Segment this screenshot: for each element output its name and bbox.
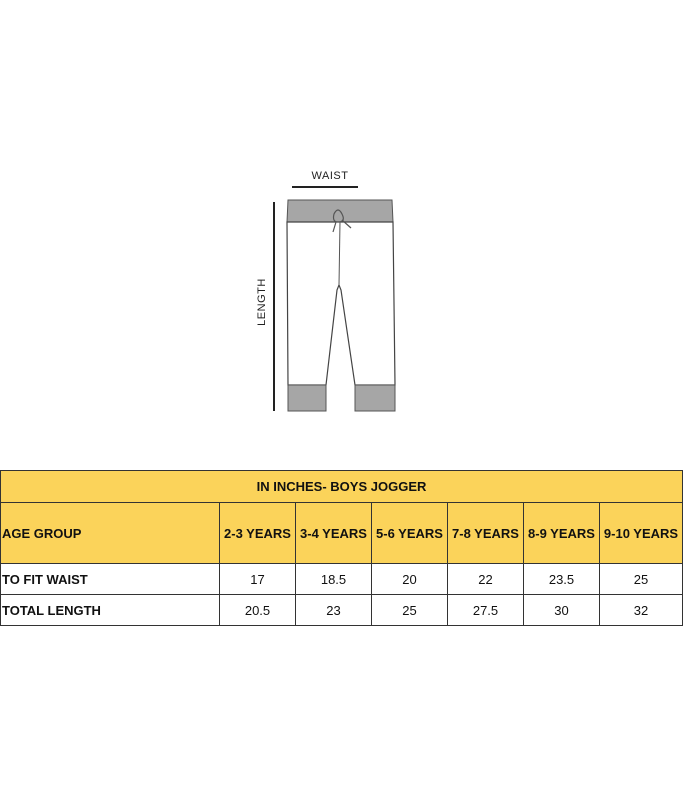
table-cell: 32 xyxy=(600,595,683,626)
column-header: 9-10 YEARS xyxy=(600,503,683,564)
table-cell: 22 xyxy=(448,564,524,595)
table-cell: 17 xyxy=(220,564,296,595)
column-header: 7-8 YEARS xyxy=(448,503,524,564)
table-title: IN INCHES- BOYS JOGGER xyxy=(1,471,683,503)
waist-label: WAIST xyxy=(311,170,349,182)
table-cell: 23.5 xyxy=(524,564,600,595)
table-cell: 27.5 xyxy=(448,595,524,626)
column-header: 8-9 YEARS xyxy=(524,503,600,564)
column-header: 3-4 YEARS xyxy=(296,503,372,564)
column-header: 5-6 YEARS xyxy=(372,503,448,564)
right-cuff xyxy=(355,385,395,411)
table-cell: 30 xyxy=(524,595,600,626)
table-row xyxy=(1,595,683,626)
header-age-group: AGE GROUP xyxy=(1,503,220,564)
table-cell: 20.5 xyxy=(220,595,296,626)
table-cell: 25 xyxy=(372,595,448,626)
table-cell: 20 xyxy=(372,564,448,595)
table-cell: 23 xyxy=(296,595,372,626)
left-cuff xyxy=(288,385,326,411)
table-row xyxy=(1,564,683,595)
table-cell: 18.5 xyxy=(296,564,372,595)
row-label-waist: TO FIT WAIST xyxy=(1,564,220,595)
column-header: 2-3 YEARS xyxy=(220,503,296,564)
row-label-length: TOTAL LENGTH xyxy=(1,595,220,626)
length-label: LENGTH xyxy=(256,278,268,326)
size-chart-table xyxy=(0,470,683,626)
table-header-row xyxy=(1,503,683,564)
table-cell: 25 xyxy=(600,564,683,595)
pants-body xyxy=(287,222,395,385)
